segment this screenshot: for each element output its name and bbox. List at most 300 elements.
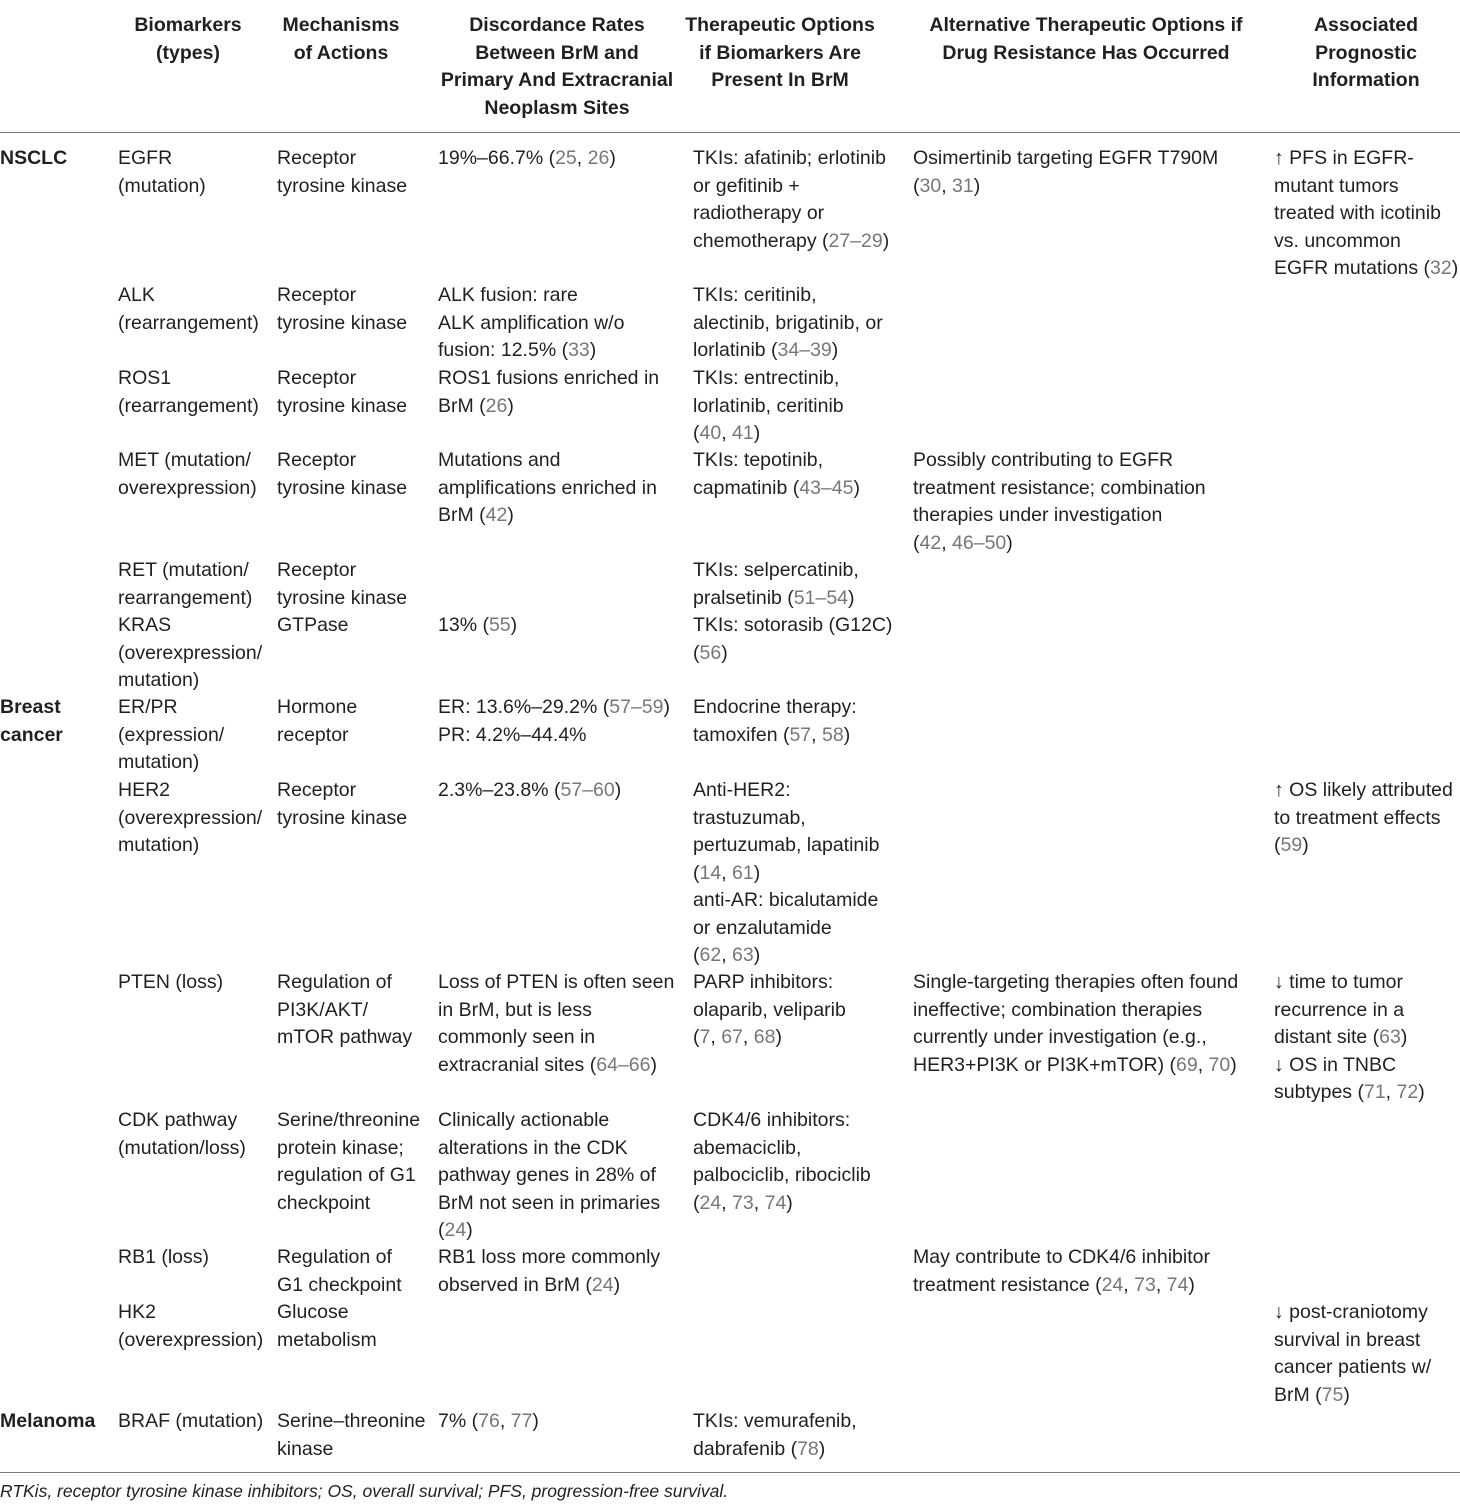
cell-line: NSCLC [0,147,68,169]
cell-line [693,557,859,585]
cell-line: metabolism [277,1328,377,1351]
cell-line [693,173,889,201]
cell-text: TKIs: selpercatinib, [693,559,859,581]
cell-line [1274,832,1453,860]
table-bottom-rule [0,1472,1460,1473]
cell-line [693,475,860,503]
cell-line [693,393,844,421]
cell-text: recurrence in a [1274,998,1405,1021]
cell-line [1274,1024,1425,1052]
column-header-line: (types) [156,41,220,64]
cell-line: protein kinase; [277,1136,404,1159]
reference-link[interactable]: 78 [797,1437,819,1460]
cell-text: ( [693,1026,700,1048]
cell-line: tyrosine kinase [277,311,408,334]
table-footnote: RTKis, receptor tyrosine kinase inhibitors; OS, overall survival; PFS, progression-free survival. [0,1481,729,1501]
cell-text: pralsetinib ( [693,586,794,609]
column-header-line: Between BrM and [475,41,639,64]
biomarker-cell [118,365,259,420]
cell-text: ) [818,1437,826,1460]
cell-line: Receptor [277,367,357,389]
cell-line [1274,1299,1431,1327]
reference-link[interactable]: 62 [699,944,722,966]
cell-line: BRAF (mutation) [118,1410,264,1432]
cell-text: therapies under investigation [913,504,1163,526]
mechanism-cell [277,365,407,420]
therapeutic-cell [693,145,889,255]
discordance-cell [438,612,517,640]
cell-line: (overexpression/ [118,641,263,664]
reference-link[interactable]: 7 [699,1026,711,1048]
cell-text: , [721,422,733,444]
cell-line [438,612,517,640]
cell-line: mutation) [118,834,200,856]
cell-text: TKIs: ceritinib, [693,284,817,306]
cell-text: olaparib, veliparib [693,998,846,1021]
reference-link[interactable]: 63 [1379,1026,1401,1048]
discordance-cell [438,694,670,749]
reference-link[interactable]: 24 [1101,1273,1124,1296]
mechanism-cell [277,969,412,1052]
cell-text: radiotherapy or [693,202,825,224]
cell-line: ER/PR [118,696,178,718]
cell-text: , [499,1410,511,1432]
cell-text: lorlatinib, ceritinib [693,394,844,417]
cell-text: ( [693,641,700,664]
therapeutic-cell [693,777,879,970]
biomarker-cell [118,969,223,997]
cell-text: Anti-HER2: [693,779,791,801]
cell-line [693,694,857,722]
cell-text: ineffective; combination therapies [913,998,1203,1021]
cell-line [438,1107,660,1135]
reference-link[interactable]: 41 [732,422,754,444]
cell-line [693,997,846,1025]
reference-link[interactable]: 63 [732,944,754,966]
cell-line [913,530,1206,558]
cell-line: (overexpression/ [118,806,263,829]
cell-text: Mutations and [438,449,561,471]
cell-text: cancer patients w/ [1274,1356,1432,1378]
reference-link[interactable]: 72 [1396,1081,1419,1103]
group-cell [0,145,67,173]
cell-text: Possibly contributing to EGFR [913,449,1174,471]
reference-link[interactable]: 73 [732,1191,754,1214]
cell-text: ) [1006,531,1013,554]
column-header-line: Discordance Rates [469,14,645,36]
biomarker-cell [118,1299,263,1354]
cell-line [438,393,659,421]
cell-line: Receptor [277,147,357,169]
cell-line: ALK [118,284,155,306]
cell-line [693,585,859,613]
cell-line [693,282,883,310]
reference-link[interactable]: 59 [1280,834,1303,856]
reference-link[interactable]: 75 [1321,1383,1344,1406]
biomarker-cell [118,1107,246,1162]
cell-line: kinase [277,1437,334,1460]
discordance-cell [438,447,657,530]
cell-text: alectinib, brigatinib, or [693,311,883,334]
biomarker-cell [118,145,206,200]
cell-text: TKIs: tepotinib, [693,449,824,471]
cell-line [913,1272,1210,1300]
cell-text: ) [721,641,728,664]
reference-link[interactable]: 56 [699,641,722,664]
group-cell [0,694,63,749]
mechanism-cell [277,1408,426,1463]
cell-line [913,969,1238,997]
cell-line [438,997,674,1025]
cell-text: , [710,1026,722,1048]
biomarker-cell [118,777,262,860]
cell-text: fusion: 12.5% ( [438,339,569,361]
cell-text: , [721,861,733,884]
cell-line: KRAS [118,614,172,636]
cell-text: Single-targeting therapies often found [913,971,1239,993]
cell-text: ( [693,1191,700,1214]
cell-line [1274,1079,1425,1107]
cell-text: ) [753,422,761,444]
cell-text: ( [693,422,700,444]
cell-text: pertuzumab, lapatinib [693,834,880,856]
mechanism-cell [277,1299,377,1354]
cell-line: checkpoint [277,1191,371,1214]
cell-line [913,502,1206,530]
cell-line [438,1190,660,1218]
column-header-line: Alternative Therapeutic Options if [929,14,1243,36]
reference-link[interactable]: 57–59 [609,696,664,718]
reference-link[interactable]: 32 [1430,257,1452,279]
cell-line: tyrosine kinase [277,586,408,609]
cell-text: survival in breast [1274,1328,1421,1351]
cell-text: abemaciclib, [693,1136,802,1159]
biomarker-cell [118,1244,209,1272]
cell-line [438,337,624,365]
cell-line: Receptor [277,559,357,581]
reference-link[interactable]: 24 [699,1191,722,1214]
cell-line [913,1052,1238,1080]
mechanism-cell [277,1107,420,1217]
cell-line [693,310,883,338]
reference-link[interactable]: 74 [1166,1273,1189,1296]
cell-text: ↓ time to tumor [1274,971,1403,993]
column-header-line: Associated [1313,14,1419,36]
reference-link[interactable]: 57 [789,723,812,746]
cell-line: tyrosine kinase [277,476,408,499]
therapeutic-cell [693,969,846,1052]
cell-line: Serine/threonine [277,1109,421,1131]
alternative-cell [913,145,1218,200]
reference-link[interactable]: 51–54 [793,586,849,609]
reference-link[interactable]: 69 [1175,1053,1198,1076]
reference-link[interactable]: 33 [568,339,590,361]
reference-link[interactable]: 43–45 [799,476,854,499]
cell-line: (overexpression) [118,1328,264,1351]
column-header-line: if Biomarkers Are [699,41,861,64]
cell-line [438,1135,660,1163]
cell-line [693,1190,871,1218]
reference-link[interactable]: 58 [822,723,844,746]
cell-text: commonly seen in [438,1026,596,1048]
cell-text: chemotherapy ( [693,229,829,252]
cell-line [693,365,844,393]
cell-text: ( [1274,834,1281,856]
alternative-cell [913,1244,1210,1299]
cell-text: ) [663,696,670,718]
discordance-cell [438,969,674,1079]
reference-link[interactable]: 55 [488,614,511,636]
discordance-cell [438,365,659,420]
cell-line [913,173,1218,201]
mechanism-cell [277,612,349,640]
cell-text: TKIs: vemurafenib, [693,1410,857,1432]
cell-text: BrM ( [438,504,486,526]
cell-line: Serine–threonine [277,1410,426,1432]
cell-line [438,282,624,310]
cell-text: CDK4/6 inhibitors: [693,1109,851,1131]
cell-text: Loss of PTEN is often seen [438,971,675,993]
cell-line [438,145,616,173]
cell-line [693,860,879,888]
cell-line: Receptor [277,779,357,801]
reference-link[interactable]: 30 [919,174,942,197]
reference-link[interactable]: 73 [1134,1273,1156,1296]
cell-line: rearrangement) [118,586,253,609]
therapeutic-cell [693,612,892,667]
reference-link[interactable]: 77 [510,1410,533,1432]
cell-text: ) [882,229,890,252]
cell-line [913,1024,1238,1052]
cell-text: ) [831,339,839,361]
cell-line [913,475,1206,503]
cell-line: Glucose [277,1301,349,1323]
discordance-cell [438,145,616,173]
cell-line [693,915,879,943]
cell-line [693,1107,871,1135]
cell-text: ( [913,174,920,197]
reference-link[interactable]: 26 [485,394,508,417]
therapeutic-cell [693,557,859,612]
cell-text: treatment resistance; combination [913,476,1206,499]
reference-link[interactable]: 25 [555,147,577,169]
cell-line [438,1244,660,1272]
cell-line [693,1162,871,1190]
cell-text: , [941,531,953,554]
cell-line [1274,805,1453,833]
cell-text: 2.3%–23.8% ( [438,779,561,801]
reference-link[interactable]: 68 [753,1026,776,1048]
cell-text: ↑ OS likely attributed [1274,779,1453,801]
therapeutic-cell [693,447,860,502]
cell-text: ) [1230,1053,1237,1076]
cell-text: or enzalutamide [693,916,832,939]
cell-text: ( [693,861,700,884]
mechanism-cell [277,282,407,337]
reference-link[interactable]: 61 [732,861,754,884]
cell-line: (mutation) [118,174,206,197]
biomarker-cell [118,557,252,612]
reference-link[interactable]: 46–50 [952,531,1007,554]
cell-line: Melanoma [0,1410,96,1432]
cell-text: ) [609,147,616,169]
cell-line [1274,228,1458,256]
cell-line [1274,1052,1425,1080]
cell-text: ) [613,1273,621,1296]
cell-line: mutation) [118,669,200,691]
cell-text: BrM ( [1274,1383,1322,1406]
mechanism-cell [277,694,357,749]
cell-line [438,365,659,393]
cell-line: (rearrangement) [118,311,259,334]
cell-text: HER3+PI3K or PI3K+mTOR) ( [913,1053,1176,1076]
prognostic-cell [1274,145,1458,283]
cell-text: ALK amplification w/o [438,311,625,334]
reference-link[interactable]: 70 [1208,1053,1231,1076]
cell-text: observed in BrM ( [438,1273,592,1296]
cell-text: treatment resistance ( [913,1273,1102,1296]
cell-line: Regulation of [277,1246,392,1268]
discordance-cell [438,777,621,805]
cell-line: Receptor [277,449,357,471]
discordance-cell [438,1107,660,1245]
reference-link[interactable]: 26 [587,147,610,169]
column-header [680,12,880,95]
cell-text: ) [753,944,761,966]
reference-link[interactable]: 24 [591,1273,614,1296]
cell-text: alterations in the CDK [438,1136,628,1159]
reference-link[interactable]: 24 [444,1219,467,1241]
cell-line [693,612,892,640]
alternative-cell [913,969,1238,1079]
reference-link[interactable]: 76 [478,1410,500,1432]
cell-text: , [941,174,953,197]
cell-text: , [1155,1273,1167,1296]
cell-line [438,1052,674,1080]
prognostic-cell [1274,777,1453,860]
cell-text: BrM not seen in primaries [438,1191,661,1214]
cell-line: GTPase [277,614,349,636]
therapeutic-cell [693,1408,857,1463]
cell-text: ALK fusion: rare [438,284,578,306]
reference-link[interactable]: 34–39 [777,339,832,361]
reference-link[interactable]: 27–29 [828,229,883,252]
column-header-line: Neoplasm Sites [484,96,630,119]
column-header-line: Present In BrM [711,69,849,91]
cell-text: ) [1451,257,1459,279]
cell-text: dabrafenib ( [693,1437,798,1460]
cell-line: cancer [0,723,63,746]
cell-line [693,1135,871,1163]
cell-line [438,475,657,503]
reference-link[interactable]: 14 [699,861,722,884]
cell-text: pathway genes in 28% of [438,1164,656,1186]
therapeutic-cell [693,282,883,365]
reference-link[interactable]: 64–66 [596,1053,651,1076]
cell-text: ) [786,1191,793,1214]
cell-line: EGFR [118,147,173,169]
prognostic-cell [1274,969,1425,1107]
cell-text: , [576,147,588,169]
cell-line: regulation of G1 [277,1164,416,1186]
reference-link[interactable]: 74 [764,1191,787,1214]
cell-line [693,420,844,448]
cell-text: ) [1343,1383,1350,1406]
column-header [896,12,1276,67]
cell-text: ROS1 fusions enriched in [438,367,660,389]
cell-line [1274,969,1425,997]
cell-line: HK2 [118,1301,156,1323]
reference-link[interactable]: 42 [485,504,508,526]
reference-link[interactable]: 31 [952,174,974,197]
cell-text: ↓ OS in TNBC [1274,1053,1397,1076]
mechanism-cell [277,145,407,200]
cell-text: ) [532,1410,539,1432]
cell-line [913,1244,1210,1272]
cell-line [693,1436,857,1464]
biomarker-cell [118,1408,263,1436]
biomarker-cell [118,447,257,502]
cell-text: distant site ( [1274,1026,1380,1048]
cell-text: ) [614,779,622,801]
cell-line [438,1162,660,1190]
cell-line [693,887,879,915]
cell-line [693,1024,846,1052]
cell-text: Osimertinib targeting EGFR T790M [913,147,1219,169]
reference-link[interactable]: 57–60 [560,779,615,801]
cell-line [693,640,892,668]
cell-text: ) [507,394,514,417]
cell-text: subtypes ( [1274,1081,1364,1103]
cell-text: ↓ post-craniotomy [1274,1301,1428,1323]
cell-line: Hormone [277,696,358,718]
cell-text: ) [589,339,597,361]
cell-text: to treatment effects [1274,806,1441,829]
cell-line: (rearrangement) [118,394,259,417]
cell-text: anti-AR: bicalutamide [693,889,879,911]
column-header [103,12,273,67]
reference-link[interactable]: 40 [699,422,722,444]
cell-line [438,722,670,750]
cell-text: ) [843,723,851,746]
cell-line [1274,777,1453,805]
cell-text: 13% ( [438,614,489,636]
cell-text: ER: 13.6%–29.2% ( [438,696,610,718]
cell-line: RET (mutation/ [118,559,249,581]
biomarker-cell [118,612,262,695]
cell-line: receptor [277,723,349,746]
cell-line [1274,200,1458,228]
cell-text: currently under investigation (e.g., [913,1026,1207,1048]
cell-line [693,832,879,860]
cell-line [438,447,657,475]
cell-text: ) [853,476,860,499]
reference-link[interactable]: 67 [721,1026,743,1048]
cell-line: Regulation of [277,971,392,993]
cell-line: HER2 [118,779,171,801]
cell-line: tyrosine kinase [277,806,408,829]
reference-link[interactable]: 71 [1363,1081,1386,1103]
alternative-cell [913,447,1206,557]
cell-line: PTEN (loss) [118,971,224,993]
cell-text: EGFR mutations ( [1274,257,1431,279]
reference-link[interactable]: 42 [919,531,942,554]
column-header-line: Therapeutic Options [685,14,875,36]
cell-line [1274,1354,1431,1382]
cell-text: Endocrine therapy: [693,696,857,718]
prognostic-cell [1274,1299,1431,1409]
group-cell [0,1408,95,1436]
